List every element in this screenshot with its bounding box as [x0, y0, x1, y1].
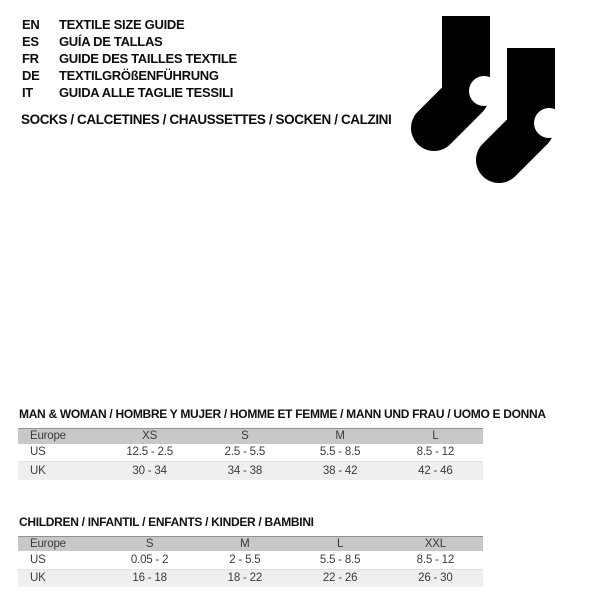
language-row-de — [22, 67, 237, 84]
table-title: MAN & WOMAN / HOMBRE Y MUJER / HOMME ET FEMME / MANN UND FRAU / UOMO E DONNA — [19, 407, 546, 421]
size-cell: 8.5 - 12 — [416, 553, 455, 566]
language-label: GUIDE DES TAILLES TEXTILE — [59, 51, 237, 66]
size-cell: 5.5 - 8.5 — [319, 553, 361, 566]
size-cell: 22 - 26 — [322, 572, 358, 585]
socks-icon — [405, 8, 575, 193]
language-code: IT — [22, 85, 33, 100]
size-table-children — [18, 516, 483, 588]
size-cell: 2 - 5.5 — [229, 553, 261, 566]
size-table-man-woman — [18, 407, 546, 480]
column-header-size: S — [241, 430, 249, 443]
language-row-es — [22, 33, 237, 50]
column-header-size: S — [145, 537, 154, 550]
size-cell: 8.5 - 12 — [416, 446, 455, 459]
language-code: DE — [22, 68, 40, 83]
column-header-size: M — [240, 537, 250, 550]
row-label: UK — [30, 572, 46, 585]
table-row-us — [18, 551, 483, 569]
language-list — [22, 16, 237, 101]
size-cell: 5.5 - 8.5 — [319, 446, 361, 459]
table-row-us — [18, 444, 483, 462]
size-tables — [18, 407, 546, 587]
column-header-region: Europe — [30, 430, 66, 443]
size-cell: 34 - 38 — [227, 464, 263, 477]
language-code: ES — [22, 34, 39, 49]
row-label: UK — [30, 464, 46, 477]
column-header-size: XS — [142, 430, 158, 443]
row-label: US — [30, 446, 46, 459]
size-cell: 18 - 22 — [227, 572, 263, 585]
size-cell: 2.5 - 5.5 — [224, 446, 266, 459]
table-row-uk — [18, 462, 483, 480]
size-cell: 26 - 30 — [418, 572, 453, 585]
language-label: GUÍA DE TALLAS — [59, 34, 163, 49]
column-header-size: L — [337, 537, 344, 550]
row-label: US — [30, 553, 46, 566]
language-row-en — [22, 16, 237, 33]
language-label: GUIDA ALLE TAGLIE TESSILI — [59, 85, 234, 100]
table-row-uk — [18, 569, 483, 587]
children-table — [18, 536, 483, 588]
column-header-size: L — [432, 430, 439, 443]
language-label: TEXTILGRÖßENFÜHRUNG — [59, 68, 219, 83]
table-title: CHILDREN / INFANTIL / ENFANTS / KINDER / BAMBINI — [19, 514, 314, 529]
size-cell: 38 - 42 — [322, 464, 358, 477]
language-code: FR — [22, 51, 39, 66]
size-cell: 16 - 18 — [132, 572, 167, 585]
column-header-region: Europe — [30, 537, 66, 550]
man-woman-table — [18, 428, 483, 480]
language-row-it — [22, 84, 237, 101]
size-cell: 12.5 - 2.5 — [126, 446, 173, 459]
language-code: EN — [22, 17, 40, 32]
category-heading: SOCKS / CALCETINES / CHAUSSETTES / SOCKEN / CALZINI — [21, 112, 392, 127]
size-cell: 42 - 46 — [418, 464, 453, 477]
language-row-fr — [22, 50, 237, 67]
column-header-size: XXL — [424, 537, 446, 550]
column-header-size: M — [335, 430, 345, 443]
table-header-row — [18, 429, 483, 444]
table-header-row — [18, 536, 483, 551]
size-cell: 30 - 34 — [132, 464, 167, 477]
size-cell: 0.05 - 2 — [130, 553, 169, 566]
language-label: TEXTILE SIZE GUIDE — [59, 17, 185, 32]
